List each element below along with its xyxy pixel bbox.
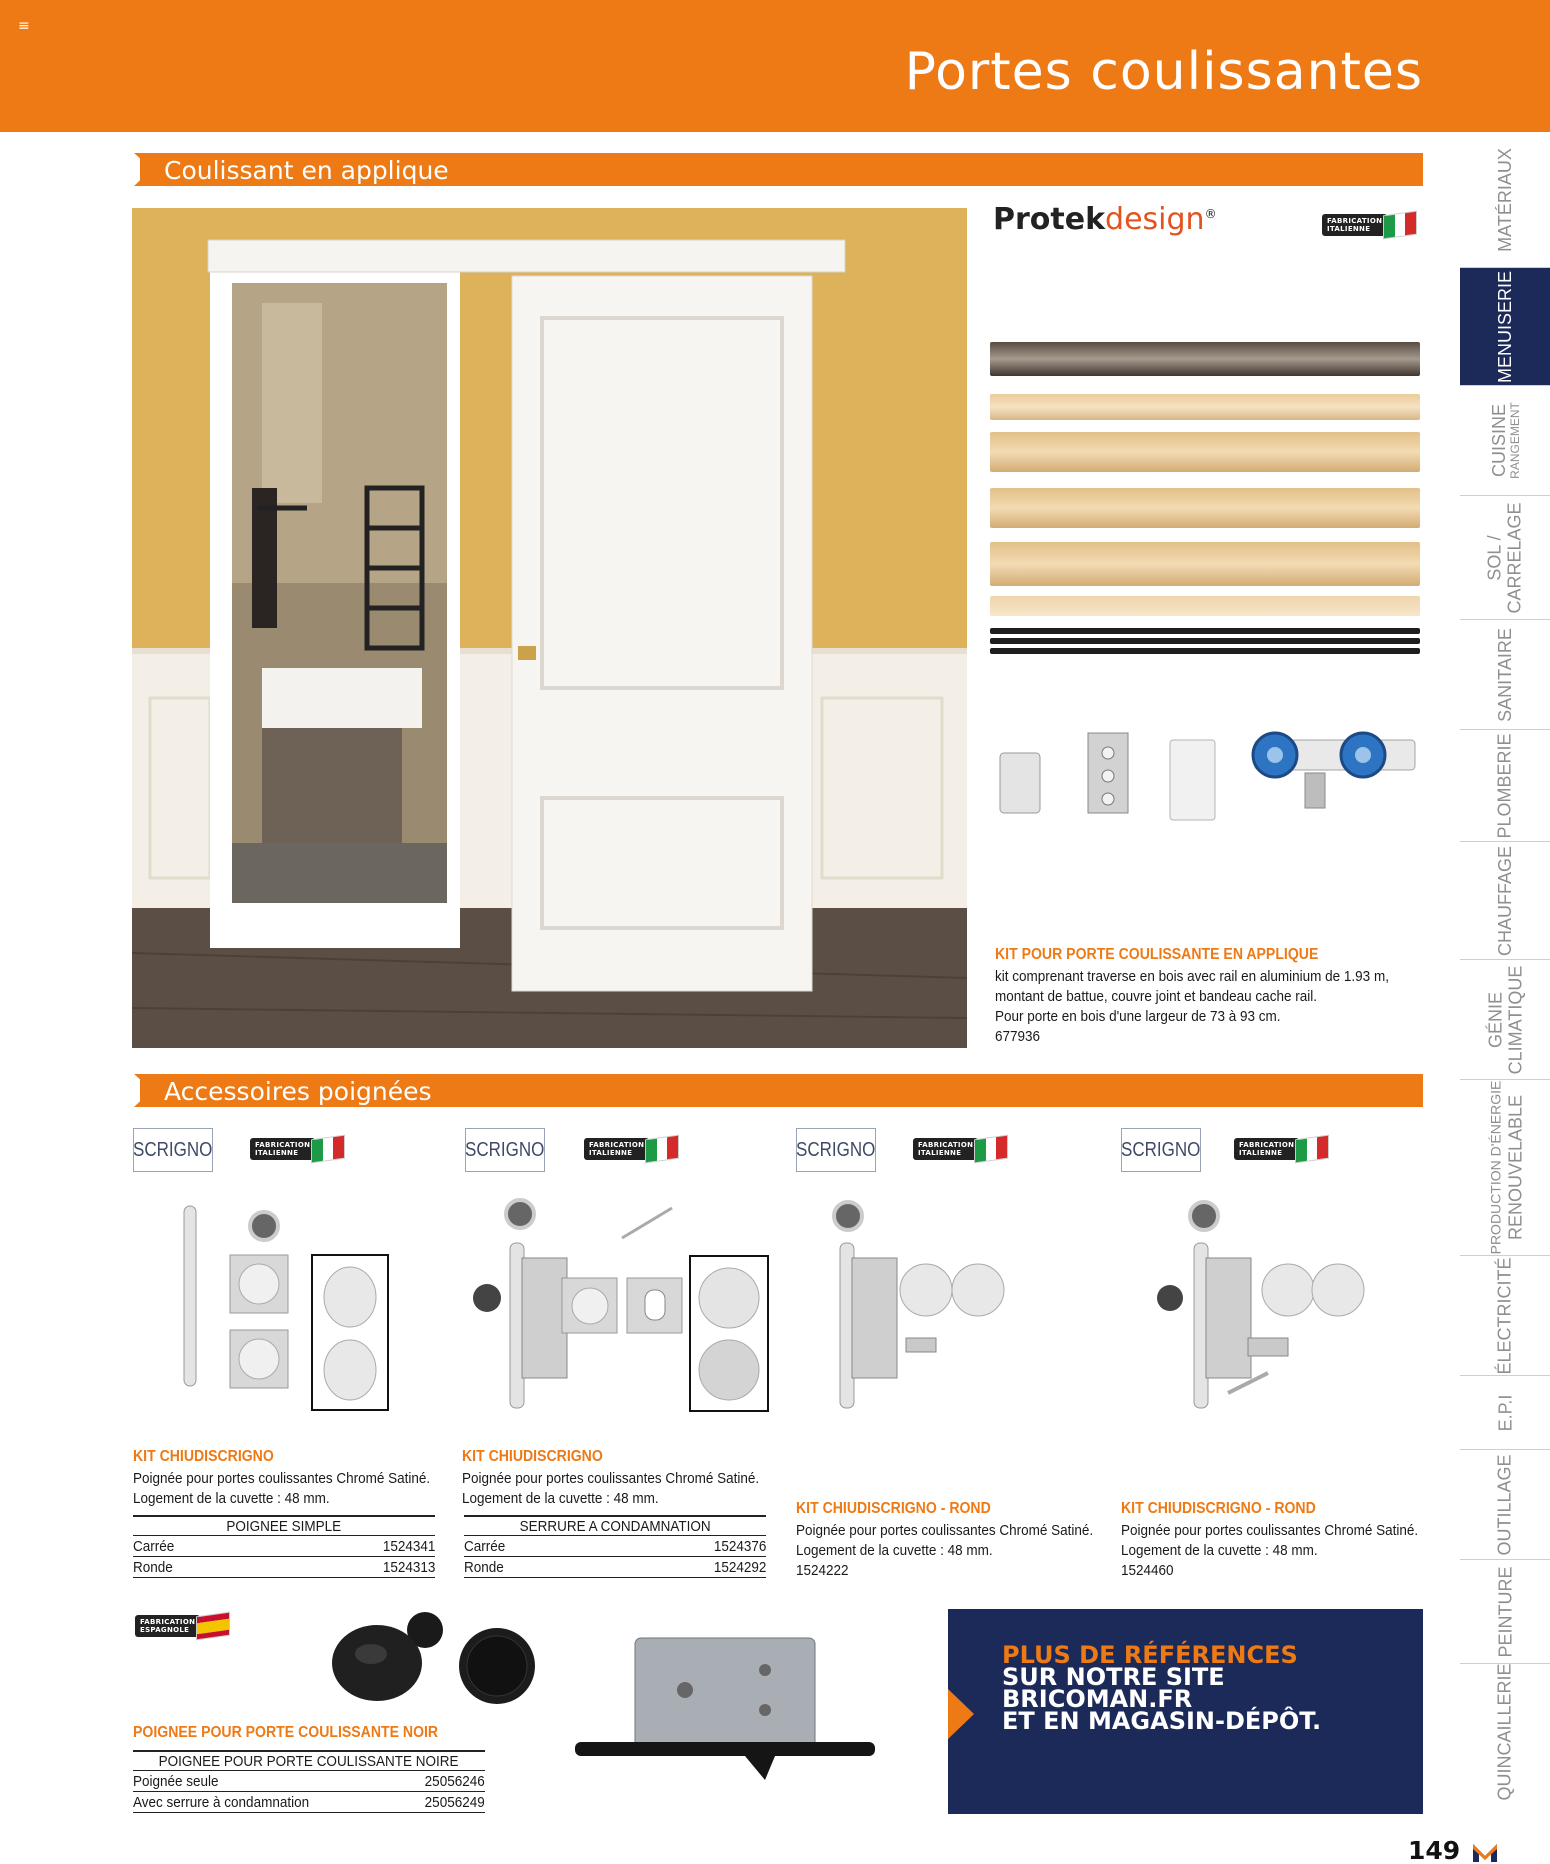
kit-applique-description: kit comprenant traverse en bois avec rail en aluminium de 1.93 m, montant de battue, couvre joint et bandeau cache rail. Pour porte en bois d'une largeur de 73 à 93 cm. 677936 xyxy=(995,968,1389,1045)
arrow-right-icon xyxy=(948,1689,974,1739)
product-description: Poignée pour portes coulissantes Chromé Satiné. Logement de la cuvette : 48 mm. xyxy=(133,1470,431,1507)
section-title: Accessoires poignées xyxy=(164,1077,432,1106)
product-description: Poignée pour portes coulissantes Chromé Satiné. Logement de la cuvette : 48 mm. 1524460 xyxy=(1121,1522,1419,1579)
table-row: Carrée 1524341 xyxy=(133,1538,435,1555)
section-title: Coulissant en applique xyxy=(164,156,449,185)
page-title: Portes coulissantes xyxy=(904,42,1423,102)
sidebar-tab-outillage[interactable]: OUTILLAGE xyxy=(1460,1450,1550,1560)
sidebar-tab-cuisine[interactable]: CUISINE RANGEMENT xyxy=(1460,386,1550,496)
reference-table: POIGNEE POUR PORTE COULISSANTE NOIRE Poignée seule 25056246 Avec serrure à condamnation 25056249 xyxy=(133,1750,485,1813)
italy-flag-icon xyxy=(311,1135,345,1164)
poignee-noire-image xyxy=(325,1608,545,1708)
product-description: Poignée pour portes coulissantes Chromé Satiné. Logement de la cuvette : 48 mm. 1524222 xyxy=(796,1522,1094,1579)
product-title: KIT CHIUDISCRIGNO - ROND xyxy=(1121,1500,1316,1517)
fabrication-italienne-badge: FABRICATION ITALIENNE xyxy=(1234,1134,1329,1164)
table-row: Poignée seule 25056246 xyxy=(133,1773,485,1790)
sidebar-tab-electricite[interactable]: ÉLECTRICITÉ xyxy=(1460,1256,1550,1376)
chiudiscrigno-rond-image xyxy=(826,1198,1016,1413)
table-row: Carrée 1524376 xyxy=(464,1538,766,1555)
spain-flag-icon xyxy=(196,1612,230,1641)
section-bar-accessoires xyxy=(134,1074,1423,1107)
kit-applique-title: KIT POUR PORTE COULISSANTE EN APPLIQUE xyxy=(995,946,1319,963)
brand-scrigno-logo: SCRIGNO xyxy=(796,1128,876,1172)
category-sidebar xyxy=(1460,132,1550,1812)
fabrication-espagnole-badge: FABRICATION ESPAGNOLE xyxy=(135,1611,230,1641)
promo-banner[interactable] xyxy=(948,1609,1423,1814)
sidebar-tab-sol-carrelage[interactable]: SOL / CARRELAGE xyxy=(1460,496,1550,620)
sliding-hardware-image xyxy=(995,728,1420,838)
menu-icon[interactable]: ≡ xyxy=(18,18,30,34)
sidebar-tab-energie-renouvelable[interactable]: PRODUCTION D'ÉNERGIE RENOUVELABLE xyxy=(1460,1080,1550,1256)
brand-protekdesign-logo: Protekdesign® xyxy=(993,202,1217,237)
fabrication-italienne-badge: FABRICATION ITALIENNE xyxy=(584,1134,679,1164)
bricoman-logo-icon xyxy=(1471,1840,1499,1864)
promo-line: ET EN MAGASIN-DÉPÔT. xyxy=(1002,1707,1322,1735)
brand-scrigno-logo: SCRIGNO xyxy=(133,1128,213,1172)
sliding-door-illustration xyxy=(132,208,967,1048)
fabrication-italienne-badge: FABRICATION ITALIENNE xyxy=(1322,210,1417,240)
reference-table: POIGNEE SIMPLE Carrée 1524341 Ronde 1524313 xyxy=(133,1515,435,1578)
italy-flag-icon xyxy=(974,1135,1008,1164)
product-title: POIGNEE POUR PORTE COULISSANTE NOIR xyxy=(133,1724,439,1741)
fabrication-italienne-badge: FABRICATION ITALIENNE xyxy=(913,1134,1008,1164)
sidebar-tab-epi[interactable]: E.P.I xyxy=(1460,1376,1550,1450)
chiudiscrigno-rond-cylindre-image xyxy=(1148,1198,1368,1413)
sidebar-tab-menuiserie[interactable]: MENUISERIE xyxy=(1460,268,1550,386)
table-row: Ronde 1524292 xyxy=(464,1559,766,1576)
door-photo xyxy=(132,208,967,1048)
product-title: KIT CHIUDISCRIGNO - ROND xyxy=(796,1500,991,1517)
sidebar-tab-quincaillerie[interactable]: QUINCAILLERIE xyxy=(1495,1663,1516,1801)
promo-line: PLUS DE RÉFÉRENCES xyxy=(1002,1641,1298,1669)
product-ref: 1524460 xyxy=(1121,1562,1174,1579)
sidebar-tab-peinture[interactable]: PEINTURE xyxy=(1460,1560,1550,1664)
fabrication-italienne-badge: FABRICATION ITALIENNE xyxy=(250,1134,345,1164)
serrure-noire-image xyxy=(575,1630,880,1785)
sidebar-tab-sanitaire[interactable]: SANITAIRE xyxy=(1460,620,1550,730)
promo-line: BRICOMAN.FR xyxy=(1002,1685,1193,1713)
italy-flag-icon xyxy=(1383,211,1417,240)
sidebar-tab-materiaux[interactable]: MATÉRIAUX xyxy=(1460,132,1550,268)
sidebar-tab-chauffage[interactable]: CHAUFFAGE xyxy=(1460,842,1550,960)
table-row: Avec serrure à condamnation 25056249 xyxy=(133,1794,485,1811)
product-title: KIT CHIUDISCRIGNO xyxy=(462,1448,603,1465)
italy-flag-icon xyxy=(645,1135,679,1164)
reference-table: SERRURE A CONDAMNATION Carrée 1524376 Ronde 1524292 xyxy=(464,1515,766,1578)
italy-flag-icon xyxy=(1295,1135,1329,1164)
page-number: 149 xyxy=(1408,1836,1461,1864)
section-bar-applique xyxy=(134,153,1423,186)
product-ref: 1524222 xyxy=(796,1562,849,1579)
sidebar-tab-plomberie[interactable]: PLOMBERIE xyxy=(1460,730,1550,842)
promo-line: SUR NOTRE SITE xyxy=(1002,1663,1225,1691)
chiudiscrigno-poignee-simple-image xyxy=(180,1200,400,1415)
page-header xyxy=(0,0,1550,132)
sidebar-tab-genie-climatique[interactable]: GÉNIE CLIMATIQUE xyxy=(1460,960,1550,1080)
product-title: KIT CHIUDISCRIGNO xyxy=(133,1448,274,1465)
brand-scrigno-logo: SCRIGNO xyxy=(465,1128,545,1172)
chiudiscrigno-serrure-image xyxy=(462,1198,772,1416)
product-description: Poignée pour portes coulissantes Chromé Satiné. Logement de la cuvette : 48 mm. xyxy=(462,1470,760,1507)
table-row: Ronde 1524313 xyxy=(133,1559,435,1576)
brand-scrigno-logo: SCRIGNO xyxy=(1121,1128,1201,1172)
kit-applique-ref: 677936 xyxy=(995,1028,1041,1045)
